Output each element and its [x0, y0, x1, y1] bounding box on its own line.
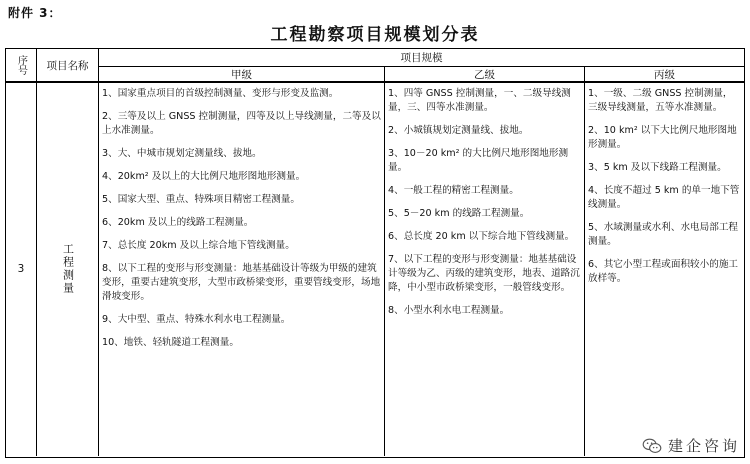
list-item: 8、以下工程的变形与形变测量：地基基础设计等级为甲级的建筑变形，重要古建筑变形，大型市政桥梁变形，重要管线变形，场地滑坡变形。	[102, 263, 381, 302]
header-project-name: 项目名称	[46, 59, 89, 72]
header-grade-b: 乙级	[474, 68, 495, 81]
page-title: 工程勘察项目规模划分表	[270, 25, 480, 45]
list-item: 1、国家重点项目的首级控制测量、变形与形变及监测。	[102, 88, 339, 99]
list-item: 7、以下工程的变形与形变测量：地基基础设计等级为乙、丙级的建筑变形，地表、道路沉降，中小型市政桥梁变形，一般管线变形。	[388, 254, 580, 293]
list-item: 2、10 km² 以下大比例尺地形图地形测量。	[588, 125, 737, 150]
list-item: 8、小型水利水电工程测量。	[388, 305, 510, 316]
list-item: 4、长度不超过 5 km 的单一地下管线测量。	[588, 185, 740, 210]
header-grade-a: 甲级	[231, 68, 252, 81]
grade-a-requirements	[99, 87, 384, 359]
header-project-scale: 项目规模	[400, 52, 443, 64]
list-item: 6、其它小型工程或面积较小的施工放样等。	[588, 259, 739, 284]
row-project-name: 工程测量	[61, 243, 75, 295]
scale-table	[5, 48, 745, 458]
list-item: 2、三等及以上 GNSS 控制测量，四等及以上导线测量，二等及以上水准测量。	[102, 111, 381, 136]
watermark-text: 建企咨询	[667, 437, 740, 455]
list-item: 6、总长度 20 km 以下综合地下管线测量。	[388, 231, 575, 242]
watermark	[642, 435, 740, 456]
list-item: 1、四等 GNSS 控制测量，一、二级导线测量，三、四等水准测量。	[388, 88, 571, 113]
list-item: 10、地铁、轻轨隧道工程测量。	[102, 337, 239, 348]
list-item: 5、5－20 km 的线路工程测量。	[388, 208, 530, 219]
list-item: 2、小城镇规划定测量线、拔地。	[388, 125, 529, 136]
list-item: 4、20km² 及以上的大比例尺地形图地形测量。	[102, 171, 306, 182]
list-item: 3、大、中城市规划定测量线、拔地。	[102, 148, 262, 159]
attachment-label: 附件 3：	[8, 6, 62, 20]
header-grade-c: 丙级	[654, 68, 675, 81]
list-item: 1、一级、二级 GNSS 控制测量，三级导线测量，五等水准测量。	[588, 88, 733, 113]
list-item: 3、5 km 及以下线路工程测量。	[588, 162, 727, 173]
wechat-icon	[642, 438, 662, 454]
row-seq: 3	[17, 263, 25, 275]
grade-b-requirements	[385, 87, 584, 327]
list-item: 7、总长度 20km 及以上综合地下管线测量。	[102, 240, 295, 251]
list-item: 6、20km 及以上的线路工程测量。	[102, 217, 254, 228]
list-item: 4、一般工程的精密工程测量。	[388, 185, 519, 196]
list-item: 3、10－20 km² 的大比例尺地形图地形测量。	[388, 148, 569, 173]
header-seq: 序号	[15, 55, 27, 75]
list-item: 5、国家大型、重点、特殊项目精密工程测量。	[102, 194, 300, 205]
list-item: 5、水域测量或水利、水电局部工程测量。	[588, 222, 739, 247]
list-item: 9、大中型、重点、特殊水利水电工程测量。	[102, 314, 291, 325]
grade-c-requirements	[585, 87, 744, 295]
